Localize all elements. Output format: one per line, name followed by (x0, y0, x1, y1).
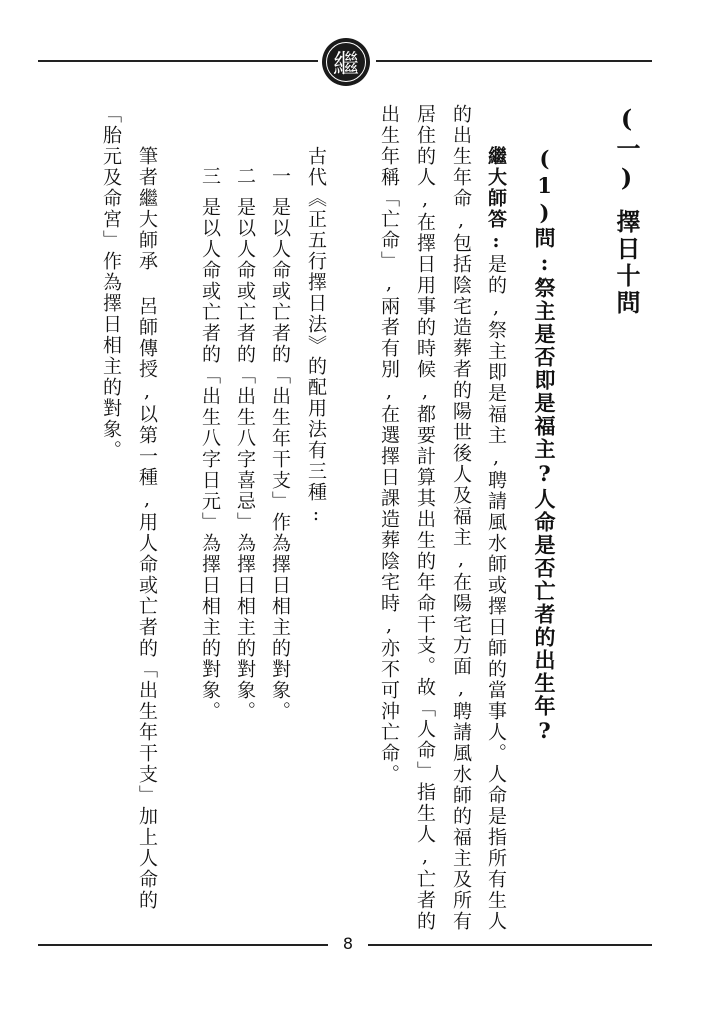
question-line (534, 146, 555, 745)
answer-line-2: 的出生年命,包括陰宅造葬者的陽世後人及福主,在陽宅方面,聘請風水師的福主及所有 (450, 104, 472, 932)
question-label: (1)問: (532, 146, 557, 277)
answer-line-4: 出生年稱「亡命」,兩者有別,在選擇日課造葬陰宅時,亦不可沖亡命。 (378, 104, 400, 785)
method-item-2 (235, 166, 254, 722)
question-text: 祭主是否即是福主?人命是否亡者的出生年? (532, 277, 557, 745)
emblem-seal-icon: 繼 (322, 38, 370, 86)
footer-rule-right (368, 944, 652, 946)
section-number: (一) (612, 104, 641, 195)
methods-intro: 古代《正五行擇日法》的配用法有三種: (305, 146, 327, 527)
answer-line-1: 繼大師答:是的,祭主即是福主,聘請風水師或擇日師的當事人。人命是指所有生人 (485, 146, 507, 932)
footer-rule-left (38, 944, 328, 946)
method-text: 是以人命或亡者的「出生年干支」作為擇日相主的對象。 (269, 197, 291, 722)
section-title: 擇日十問 (612, 209, 641, 317)
method-text: 是以人命或亡者的「出生八字日元」為擇日相主的對象。 (199, 197, 221, 722)
method-num: 一 (269, 166, 291, 187)
conclusion-line-1: 筆者繼大師承 呂師傳授,以第一種,用人命或亡者的「出生年干支」加上人命的 (136, 146, 158, 911)
page-number: 8 (342, 934, 354, 953)
conclusion-line-2: 「胎元及命宮」作為擇日相主的對象。 (100, 104, 122, 461)
method-text: 是以人命或亡者的「出生八字喜忌」為擇日相主的對象。 (234, 197, 256, 722)
header-rule-right (376, 60, 652, 62)
method-item-3 (200, 166, 219, 722)
method-num: 三 (199, 166, 221, 187)
header-rule-left (38, 60, 318, 62)
answer-label: 繼大師答: (485, 146, 507, 254)
section-heading (612, 104, 641, 317)
method-item-1 (270, 166, 289, 722)
answer-line-3: 居住的人,在擇日用事的時候,都要計算其出生的年命干支。故「人命」指生人,亡者的 (414, 104, 436, 932)
method-num: 二 (234, 166, 256, 187)
